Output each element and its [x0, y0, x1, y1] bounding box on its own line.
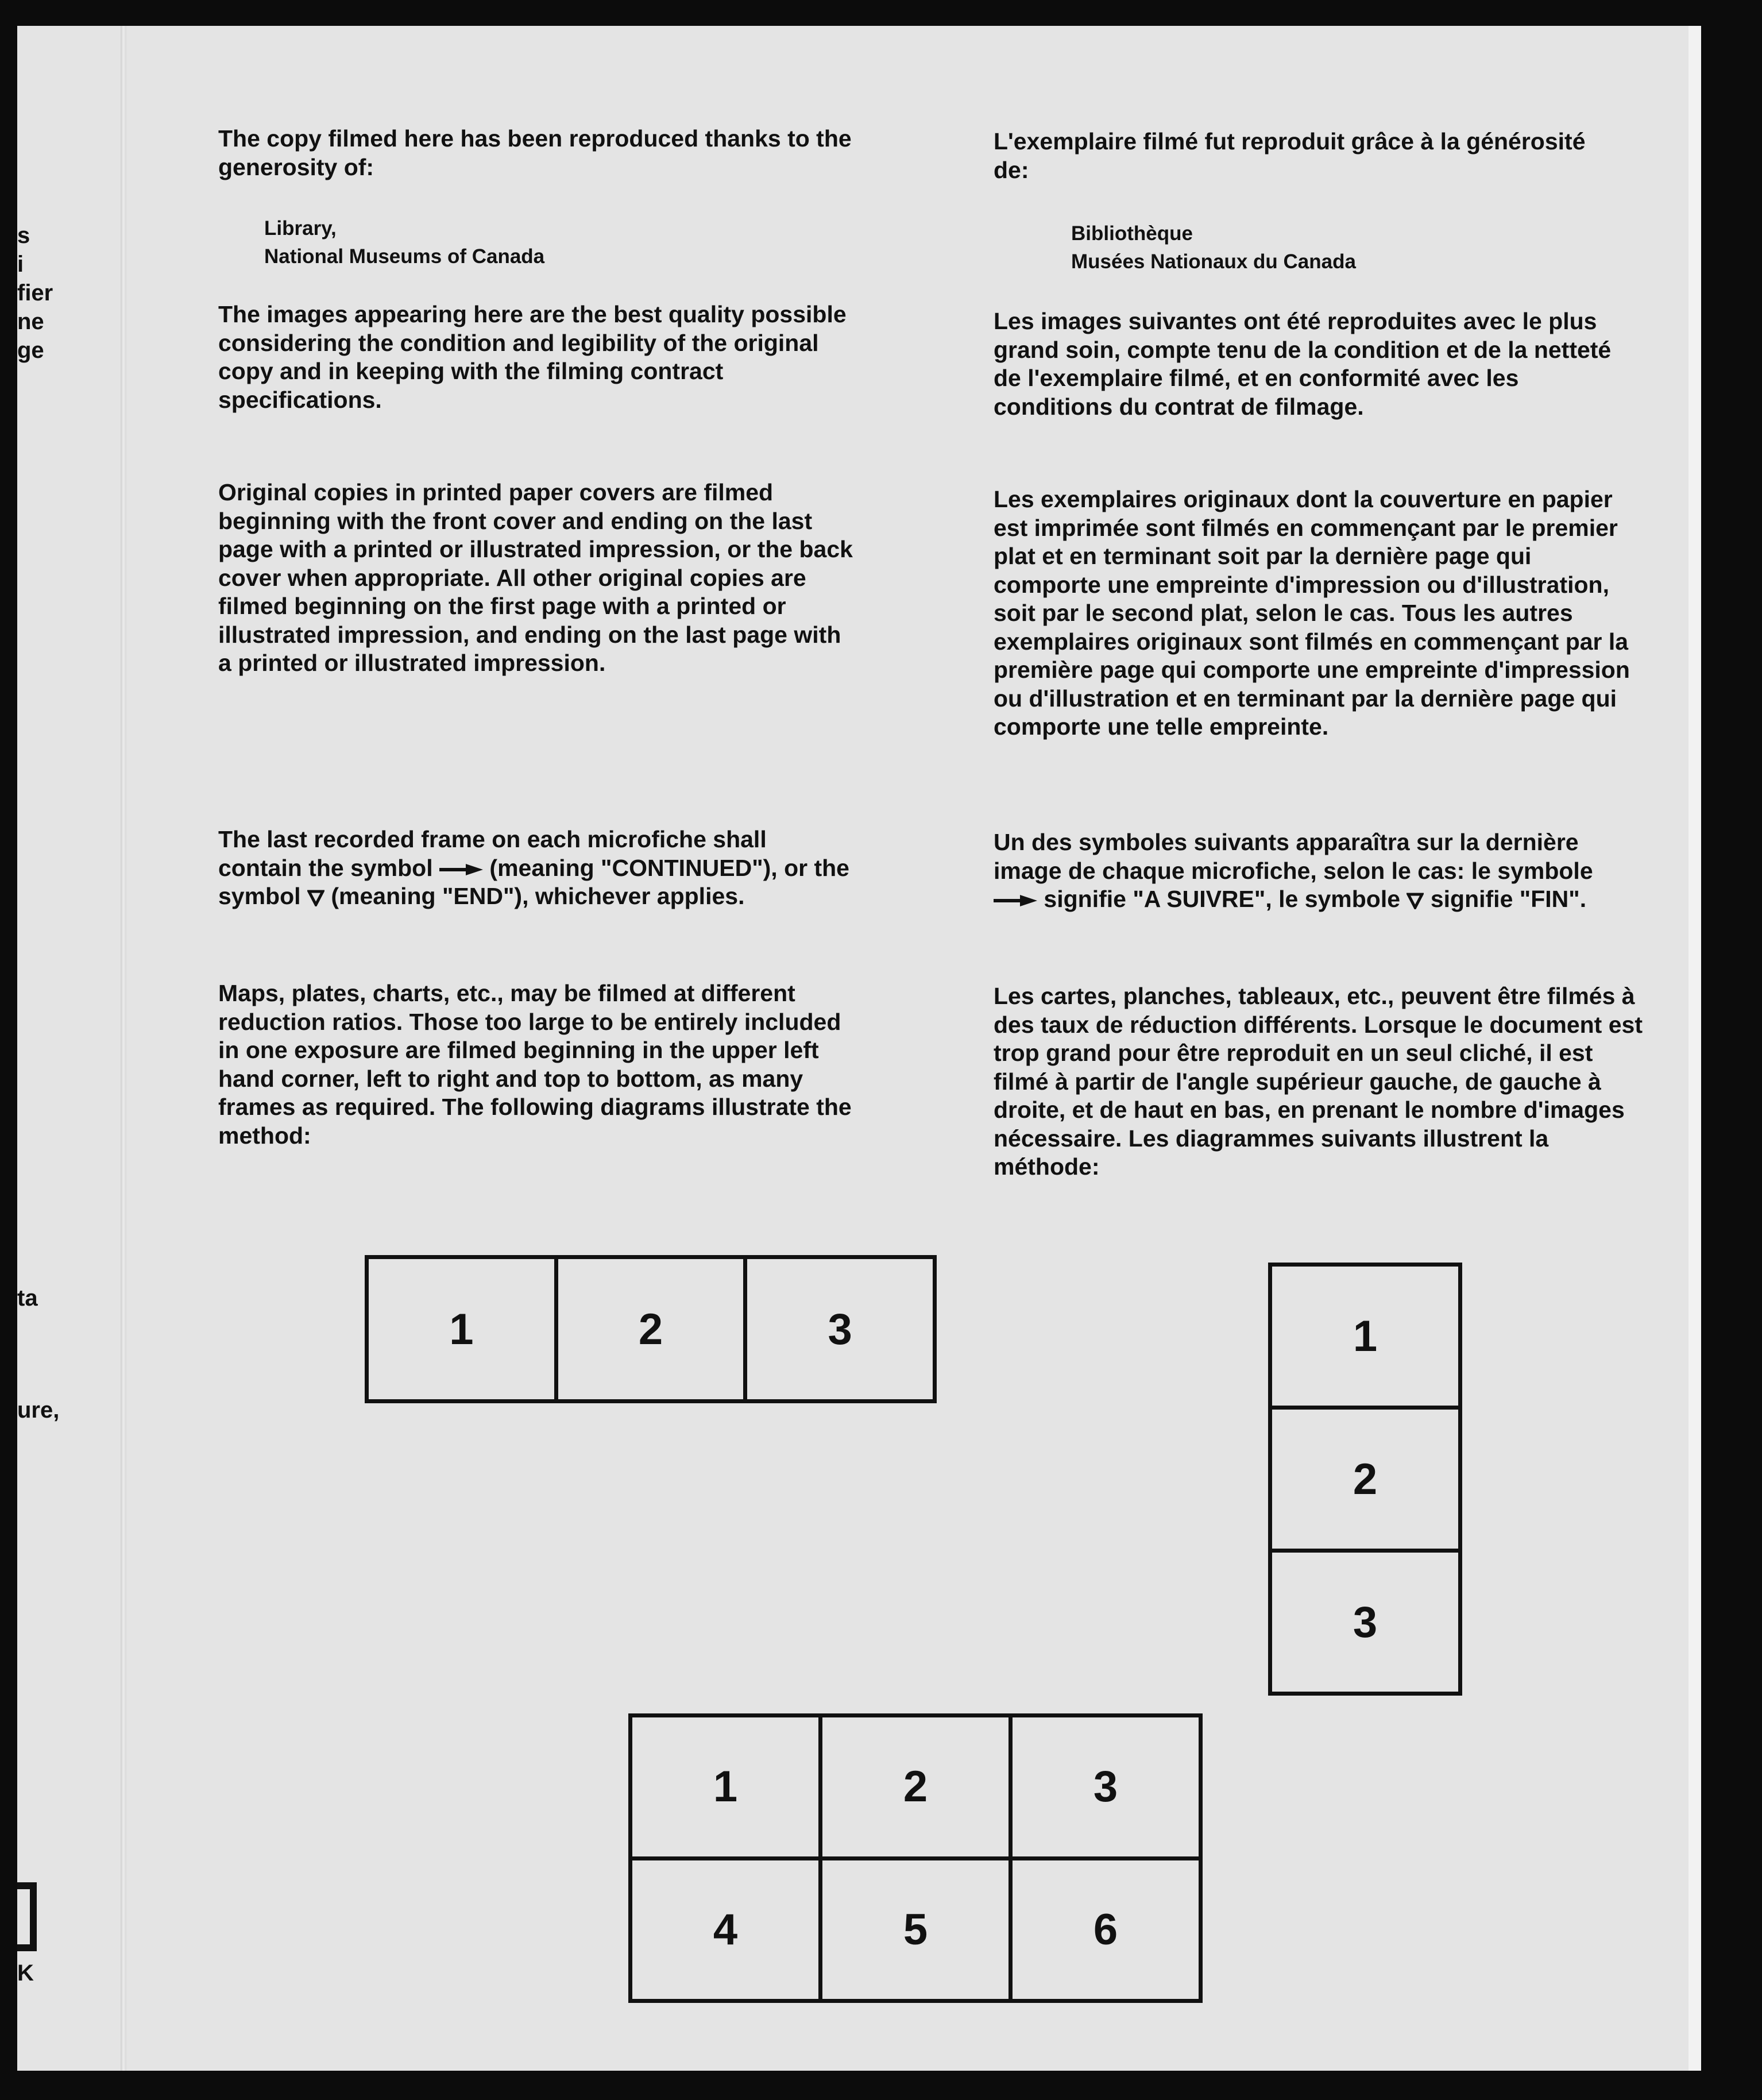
frame-cell: 1	[367, 1257, 557, 1402]
horizontal-frames-diagram	[365, 1255, 937, 1403]
frame-cell: 2	[556, 1257, 745, 1402]
margin-fragment: ta	[17, 1286, 38, 1311]
french-maps-paragraph: Les cartes, planches, tableaux, etc., peuvent être filmés à des taux de réduction différents. Lorsque le document est trop grand pour être reproduit en un seul cliché, il est filmé à partir de l'angle supérieur gauche, de gauche à droite, et de haut en bas, en prenant le nombre d'images nécessaire. Les diagrammes suivants illustrent la méthode:	[994, 983, 1643, 1180]
frame-cell: 2	[1270, 1408, 1460, 1551]
frame-cell: 1	[631, 1716, 821, 1859]
margin-fragment: K	[17, 1960, 34, 1986]
margin-fragment-box	[17, 1882, 37, 1951]
grid-frames-diagram	[628, 1713, 1203, 2003]
english-originals-paragraph: Original copies in printed paper covers are filmed beginning with the front cover and ending on the last page with a printed or illustrated impression, or the back cover when appropriate. All other original copies are filmed beginning on the first page with a printed or illustrated impression, and ending on the last page with a printed or illustrated impression.	[218, 479, 853, 676]
vertical-frames-diagram	[1268, 1263, 1462, 1696]
english-maps-paragraph: Maps, plates, charts, etc., may be filmed at different reduction ratios. Those too large to be entirely included in one exposure are filmed beginning in the upper left hand corner, left to right and top to bottom, as many frames as required. The following diagrams illustrate the method:	[218, 980, 852, 1149]
frame-cell: 3	[1011, 1716, 1201, 1859]
margin-fragment: ure,	[17, 1398, 60, 1423]
english-credit-institution: Library, National Museums of Canada	[264, 217, 545, 268]
page-fold	[121, 26, 126, 2071]
english-quality-paragraph: The images appearing here are the best quality possible considering the condition and legibility of the original copy and in keeping with the filming contract specifications.	[218, 301, 847, 413]
end-triangle-icon	[1406, 892, 1424, 909]
frame-cell: 3	[745, 1257, 935, 1402]
french-originals-paragraph: Les exemplaires originaux dont la couverture en papier est imprimée sont filmés en commençant par le premier plat et en terminant soit par la dernière page qui comporte une empreinte d'impression ou d'illustration, soit par le second plat, selon le cas. Tous les autres exemplaires originaux sont filmés en commençant par la première page qui comporte une empreinte d'impression ou d'illustration et en terminant par la dernière page qui comporte une telle empreinte.	[994, 486, 1630, 740]
frame-cell: 5	[821, 1858, 1011, 2001]
frame-cell: 6	[1011, 1858, 1201, 2001]
french-credit-institution: Bibliothèque Musées Nationaux du Canada	[1071, 222, 1356, 273]
english-credit-intro: The copy filmed here has been reproduced thanks to the generosity of:	[218, 125, 852, 180]
french-symbols-paragraph: Un des symboles suivants apparaîtra sur la dernière image de chaque microfiche, selon le cas: le symbole signifie "A SUIVRE", le symbole signifie "FIN".	[994, 829, 1593, 912]
microfiche-page	[17, 26, 1701, 2071]
margin-fragment: i	[17, 252, 24, 277]
margin-fragment: ne	[17, 309, 44, 334]
frame-cell: 2	[821, 1716, 1011, 1859]
end-triangle-icon	[307, 889, 324, 906]
english-symbols-paragraph: The last recorded frame on each microfiche shall contain the symbol (meaning "CONTINUED"), or the symbol (meaning "END"), whichever applies.	[218, 826, 849, 909]
french-quality-paragraph: Les images suivantes ont été reproduites avec le plus grand soin, compte tenu de la condition et de la netteté de l'exemplaire filmé, et en conformité avec les conditions du contrat de filmage.	[994, 308, 1612, 420]
frame-cell: 3	[1270, 1551, 1460, 1694]
margin-fragment: ge	[17, 338, 44, 363]
frame-cell: 4	[631, 1858, 821, 2001]
margin-fragment: s	[17, 223, 30, 248]
frame-cell: 1	[1270, 1265, 1460, 1408]
page-edge	[1688, 26, 1701, 2071]
continued-arrow-icon	[994, 894, 1037, 908]
french-credit-intro: L'exemplaire filmé fut reproduit grâce à la générosité de:	[994, 128, 1586, 183]
continued-arrow-icon	[439, 863, 483, 877]
margin-fragment: fier	[17, 280, 53, 306]
